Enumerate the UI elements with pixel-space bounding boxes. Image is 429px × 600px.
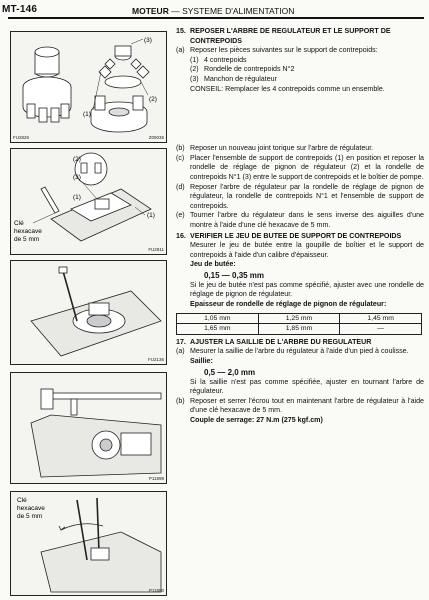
fig1-label-3: (3) [144, 37, 152, 44]
step-16-note: Si le jeu de butée n'est pas comme spécifié, ajuster avec une rondelle de réglage de pignon de régulateur. [190, 280, 424, 299]
fig2-label-3: (3) [73, 174, 81, 181]
fig2-callout-3: de 5 mm [14, 236, 40, 243]
fig2-callout-1: Clé [14, 220, 24, 227]
step-17-label: Saillie: [190, 357, 213, 366]
shaft-install-illustration [11, 149, 166, 254]
step-16-label: Jeu de butée: [190, 260, 236, 269]
step-15-conseil: CONSEIL: Remplacer les 4 contrepoids comme un ensemble. [190, 84, 385, 93]
figure-thrust-clearance [10, 260, 167, 365]
fig5-callout-3: de 5 mm [17, 513, 43, 520]
header-dash: — [171, 6, 180, 16]
step-16-heading [176, 232, 424, 242]
step-17-value: 0,5 — 2,0 mm [204, 367, 256, 377]
page-code: MT-146 [2, 4, 38, 15]
fig1-code-2: Z09036 [148, 135, 164, 140]
header-title [132, 6, 294, 16]
header-section: MOTEUR [132, 6, 169, 16]
page-header [0, 0, 429, 22]
table-row: 1,65 mm 1,85 mm — [177, 324, 422, 335]
step-15-d: (d) Reposer l'arbre de régulateur par la rondelle de réglage de pignon de régulateur, la rondelle de contrepoids N°1 et l'ensemble de support de contrepoids. [176, 182, 424, 210]
step-16-shim-label: Epaisseur de rondelle de réglage de pignon de régulateur: [190, 300, 387, 309]
step-16-title: VERIFIER LE JEU DE BUTEE DE SUPPORT DE CONTREPOIDS [190, 231, 402, 240]
fig4-code: P11898 [148, 476, 164, 481]
table-row: 1,05 mm 1,25 mm 1,45 mm [177, 313, 422, 324]
fig2-label-1: (1) [73, 194, 81, 201]
step-15-e: (e) Tourner l'arbre du régulateur dans le sens inverse des aiguilles d'une montre à l'aide d'une clé hexacave de 5 mm. [176, 211, 424, 229]
step-16-number: 16. [176, 231, 186, 240]
step-17-a: (a) Mesurer la saillie de l'arbre du régulateur à l'aide d'un pied à coulisse. [176, 347, 409, 356]
fig2-label-2: (2) [73, 156, 81, 163]
step-17-b: (b) Reposer et serrer l'écrou tout en maintenant l'arbre de régulateur à l'aide d'une clé hexacave de 5 mm. [176, 396, 424, 415]
step-17-torque: Couple de serrage: 27 N.m (275 kgf.cm) [190, 416, 323, 424]
step-17-title: AJUSTER LA SAILLIE DE L'ARBRE DU REGULATEUR [190, 337, 372, 346]
instructions-column [176, 26, 424, 426]
step-15-list-item-3: (3) Manchon de régulateur [190, 74, 277, 83]
fig1-label-1: (1) [83, 111, 91, 118]
step-15-title: REPOSER L'ARBRE DE REGULATEUR ET LE SUPPORT DE CONTREPOIDS [190, 27, 391, 45]
nut-tighten-illustration [11, 492, 166, 595]
figure-nut-tighten [10, 491, 167, 596]
step-15-number: 15. [176, 27, 186, 35]
fig5-callout-2: hexacave [17, 505, 45, 512]
header-rule [8, 17, 424, 19]
fig1-code: FU2826 [13, 135, 30, 140]
fig5-code: P11880 [148, 588, 164, 593]
step-15-b: (b) Reposer un nouveau joint torique sur l'arbre de régulateur. [176, 144, 374, 153]
step-15-heading [176, 27, 424, 46]
step-15-a: (a) Reposer les pièces suivantes sur le support de contrepoids: [176, 46, 378, 55]
shim-thickness-table [176, 313, 422, 335]
figure-shaft-install [10, 148, 167, 255]
fig5-callout-1: Clé [17, 497, 27, 504]
figure-protrusion-measure [10, 372, 167, 484]
step-15-list-item-2: (2) Rondelle de contrepoids N°2 [190, 65, 295, 74]
fig2-code: FU2811 [148, 247, 164, 252]
step-17-heading [176, 338, 424, 348]
thrust-clearance-illustration [11, 261, 166, 364]
header-subsection: SYSTEME D'ALIMENTATION [182, 6, 295, 16]
fig3-code: FU2136 [147, 357, 164, 362]
step-17-note: Si la saillie n'est pas comme spécifiée, ajuster en tournant l'arbre de régulateur. [190, 377, 424, 396]
fig1-label-2: (2) [149, 96, 157, 103]
figure-weights-assembly [10, 31, 167, 143]
step-16-text: Mesurer le jeu de butée entre la goupille de boîtier et le support de contrepoids à l'aide d'un calibre d'épaisseur. [190, 241, 424, 259]
fig2-callout-2: hexacave [14, 228, 42, 235]
weights-assembly-illustration [11, 32, 166, 142]
step-16-value: 0,15 — 0,35 mm [204, 270, 265, 280]
step-17-number: 17. [176, 337, 186, 346]
protrusion-measure-illustration [11, 373, 166, 483]
step-15-list-item-1: (1) 4 contrepoids [190, 55, 247, 64]
step-15-c: (c) Placer l'ensemble de support de contrepoids (1) en position et reposer la rondelle de réglage de pignon de régulateur (2) et la rondelle de contrepoids N°1 (3) entre le support de contrepoids et le boîtier de pompe. [176, 153, 424, 181]
fig2-label-1b: (1) [147, 212, 155, 219]
